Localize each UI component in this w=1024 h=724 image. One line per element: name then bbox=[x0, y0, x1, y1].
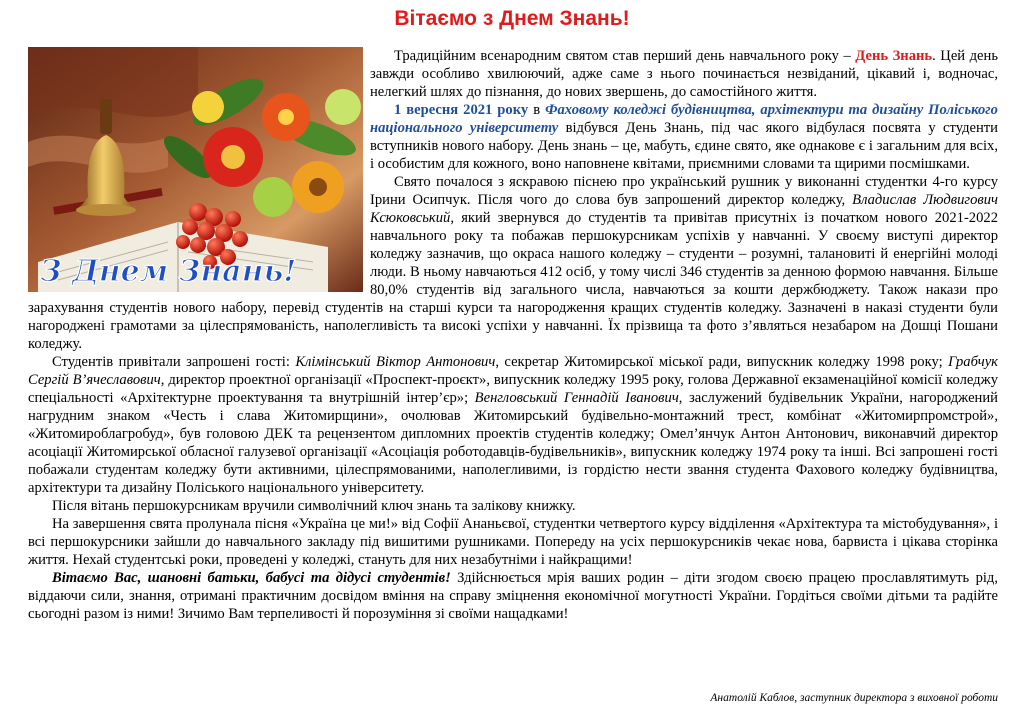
text-run: відбувся День Знань, під час якого відбулася посвята у студенти вступників нового набору. День знань – це, мабуть, єдине свято, яке однакове є і загальним для всіх, і особистим для кожного, воно наповнене квітами, приємними словами та щирими посмішками. bbox=[370, 120, 998, 172]
text-run: Студентів привітали запрошені гості: bbox=[52, 354, 296, 370]
illustration-caption: З Днем Знань! bbox=[40, 254, 297, 289]
text-run: Фаховому коледжі будівництва, архітектури та дизайну Поліського національного університету bbox=[370, 102, 998, 136]
text-run: , заслужений будівельник України, нагороджений нагрудним знаком «Честь і слава Житомирщини», очолював Житомирський будівельно-монтажний трест, комбінат «Житомирпромстрой», «Житомироблагробуд», був головою ДЕК та рецензентом дипломних проектів студентів коледжу; Омел’янчук Антон Антонович, виконавчий директор асоціації Житомирської обласної галузевої організації «Асоціація роботодавців-будівельників», випускник коледжу 1974 року та інші. Всі запрошені гості побажали студентам коледжу бути активними, цілеспрямованими, наполегливими, із гордістю нести звання студента Фахового коледжу будівництва, архітектури та дизайну Поліського національного університету. bbox=[28, 390, 998, 496]
text-run: Традиційним всенародним святом став перший день навчального року – bbox=[394, 48, 856, 64]
text-run: в bbox=[528, 102, 546, 118]
text-run: , секретар Житомирської міської ради, випускник коледжу 1998 року; bbox=[495, 354, 949, 370]
greeting-text bbox=[28, 47, 998, 623]
paragraph-4 bbox=[28, 353, 998, 497]
page-title: Вітаємо з Днем Знань! bbox=[394, 7, 630, 30]
text-run: Вітаємо Вас, шановні батьки, бабусі та дідусі студентів! bbox=[52, 570, 451, 586]
signature: Анатолій Каблов, заступник директора з виховної роботи bbox=[710, 692, 998, 704]
text-run: Здійснюється мрія ваших родин – діти згодом своєю працею прославлятимуть рід, віддаючи сили, знання, отримані практичним досвідом вміння на справу зміцнення економічної могутності України. Гордіться своїми дітьми та радійте сьогодні разом із ними! Зичимо Вам терпеливості й порозуміння зі своїми нащадками! bbox=[28, 570, 999, 622]
paragraph-7 bbox=[28, 569, 998, 623]
text-run: Грабчук Сергій В’ячеславович bbox=[28, 354, 998, 388]
paragraph-6 bbox=[28, 515, 998, 569]
text-run: Клімінський Віктор Антонович bbox=[295, 354, 496, 370]
text-run: Після вітань першокурсникам вручили символічний ключ знань та залікову книжку. bbox=[52, 498, 576, 514]
text-run: На завершення свята пролунала пісня «Україна це ми!» від Софії Ананьєвої, студентки четвертого курсу відділення «Архітектура та містобудування», і всі першокурсники зайшли до навчального закладу під вишитими рушниками. Попереду на усіх першокурсників чекає нова, барвиста і цікава сторінка життя. Нехай студентські роки, проведені у коледжі, стануть для них незабутніми і найкращими! bbox=[28, 516, 998, 568]
text-run: , директор проектної організації «Проспект-проєкт», випускник коледжу 1995 року, голова Державної екзаменаційної комісії коледжу спеціальності «Архітектурне проектування та внутрішній інтер’єр»; bbox=[28, 372, 998, 406]
paragraph-5 bbox=[28, 497, 998, 515]
text-run: Венгловський Геннадій Іванович bbox=[474, 390, 679, 406]
text-run: , який звернувся до студентів та привітав присутніх із початком нового 2021-2022 навчального року та побажав першокурсникам успіхів у навчанні. У своєму виступі директор коледжу зазначив, що окраса нашого коледжу – студенти – розумні, талановиті й енергійні молоді люди. В ньому навчаються 412 осіб, у тому числі 346 студентів за денною формою навчання. Більше 80,0% студентів від загального числа, навчаються за кошти держбюджету. Також накази про зарахування студентів нового набору, перевід студентів на старші курси та нагородження кращих студентів коледжу. Зазначені в наказі студенти були нагороджені грамотами за цілеспрямованість, наполегливість та високі успіхи у навчанні. Їх прізвища та фото з’являться незабаром на Дошці Пошани коледжу. bbox=[28, 210, 998, 352]
text-run: День Знань bbox=[855, 48, 933, 64]
text-run: Свято почалося з яскравою піснею про український рушник у виконанні студентки 4-го курсу Ірини Осипчук. Після чого до слова був запрошений директор коледжу, bbox=[370, 174, 998, 208]
text-run: . Цей день завжди особливо хвилюючий, адже саме з нього починається незвіданий, цікавий і, водночас, нелегкий шлях до пізнання, до нових звершень, до самостійного життя. bbox=[370, 48, 998, 100]
text-run: Владислав Людвигович Ксюковський bbox=[370, 192, 998, 226]
text-run: 1 вересня 2021 року bbox=[394, 102, 529, 118]
